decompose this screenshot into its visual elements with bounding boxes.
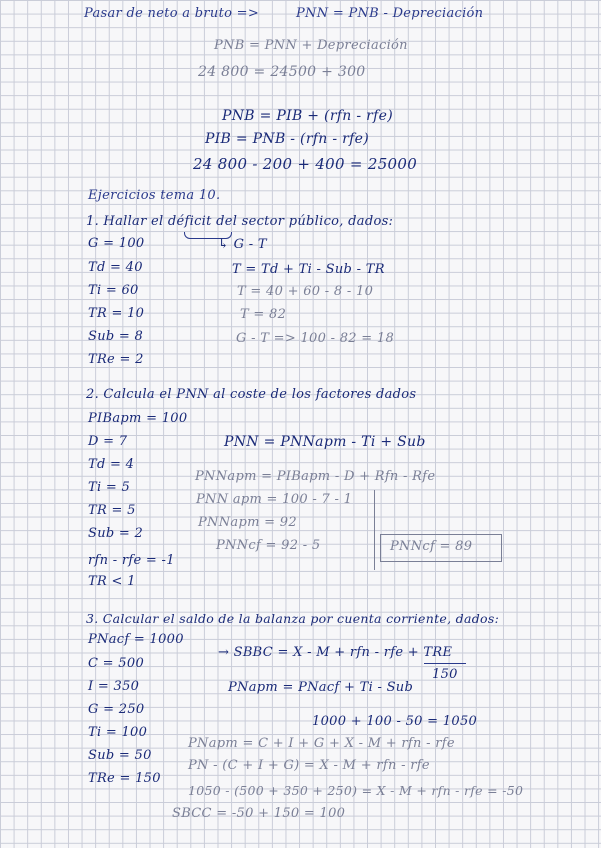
ex3-sbcc-result: SBCC = -50 + 150 = 100	[172, 806, 346, 821]
ex1-t-numbers: T = 40 + 60 - 8 - 10	[237, 284, 374, 299]
ex2-pibapm: PIBapm = 100	[88, 411, 188, 426]
ex1-deficit-result: G - T => 100 - 82 = 18	[236, 331, 395, 346]
ex3-fraction-bar	[424, 663, 466, 664]
ex2-tr-lt: TR < 1	[88, 574, 136, 589]
ex1-td: Td = 40	[88, 260, 143, 275]
line-pnn-formula: PNN = PNB - Depreciación	[296, 6, 484, 21]
line-pnb-pib: PNB = PIB + (rfn - rfe)	[222, 108, 393, 124]
ex1-tr: TR = 10	[88, 306, 145, 321]
ex2-rfn-rfe: rfn - rfe = -1	[88, 553, 175, 568]
ex2-pnncf-calc: PNNcf = 92 - 5	[216, 538, 321, 553]
line-heading-neto-bruto: Pasar de neto a bruto =>	[84, 6, 260, 21]
ex1-g: G = 100	[88, 236, 145, 251]
ex3-sbbc-formula: → SBBC = X - M + rfn - rfe + TRE	[218, 645, 453, 660]
ex3-numbers: 1050 - (500 + 350 + 250) = X - M + rfn - rfe = -50	[188, 783, 524, 798]
ex2-tr: TR = 5	[88, 503, 136, 518]
ex2-ti: Ti = 5	[88, 480, 131, 495]
ex2-divider	[374, 490, 375, 570]
ex3-fraction-denominator: 150	[432, 667, 458, 682]
exercise-3-title: 3. Calcular el saldo de la balanza por cuenta corriente, dados:	[86, 611, 500, 626]
ex2-pnn-formula: PNN = PNNapm - Ti + Sub	[224, 434, 426, 450]
ex3-c: C = 500	[88, 656, 145, 671]
line-pnb-formula: PNB = PNN + Depreciación	[214, 38, 408, 53]
line-pib-numbers: 24 800 - 200 + 400 = 25000	[193, 155, 418, 173]
ex2-answer: PNNcf = 89	[390, 539, 473, 554]
ex3-pnapm-expanded: PNapm = C + I + G + X - M + rfn - rfe	[188, 736, 455, 751]
ex2-pnnapm-numbers: PNN apm = 100 - 7 - 1	[196, 492, 353, 507]
ex2-pnnapm-formula: PNNapm = PIBapm - D + Rfn - Rfe	[195, 469, 436, 484]
ex3-ti: Ti = 100	[88, 725, 148, 740]
line-pib-pnb: PIB = PNB - (rfn - rfe)	[205, 131, 369, 147]
ex2-sub: Sub = 2	[88, 526, 144, 541]
ex1-t-result: T = 82	[240, 307, 287, 322]
ex3-sub: Sub = 50	[88, 748, 152, 763]
ex3-i: I = 350	[88, 679, 140, 694]
ex2-pnnapm-result: PNNapm = 92	[198, 515, 297, 530]
ex3-pnapm-numbers: 1000 + 100 - 50 = 1050	[312, 714, 478, 729]
ex3-pn-rearranged: PN - (C + I + G) = X - M + rfn - rfe	[188, 758, 430, 773]
ex1-tre: TRe = 2	[88, 352, 144, 367]
ex1-ti: Ti = 60	[88, 283, 139, 298]
ex3-pnacf: PNacf = 1000	[88, 632, 184, 647]
exercise-2-title: 2. Calcula el PNN al coste de los factores dados	[86, 387, 417, 402]
ex1-sub: Sub = 8	[88, 329, 144, 344]
line-pnb-numbers: 24 800 = 24500 + 300	[198, 64, 366, 80]
ex3-g: G = 250	[88, 702, 145, 717]
ex1-t-formula: T = Td + Ti - Sub - TR	[232, 262, 385, 277]
ex3-pnapm-formula: PNapm = PNacf + Ti - Sub	[228, 680, 414, 695]
ex2-d: D = 7	[88, 434, 128, 449]
section-title-ejercicios: Ejercicios tema 10.	[88, 188, 221, 203]
ex1-arrow-g-t: ↳ G - T	[218, 237, 267, 252]
exercise-1-title: 1. Hallar el déficit del sector público, dados:	[86, 214, 394, 229]
ex2-td: Td = 4	[88, 457, 135, 472]
ex3-tre: TRe = 150	[88, 771, 161, 786]
